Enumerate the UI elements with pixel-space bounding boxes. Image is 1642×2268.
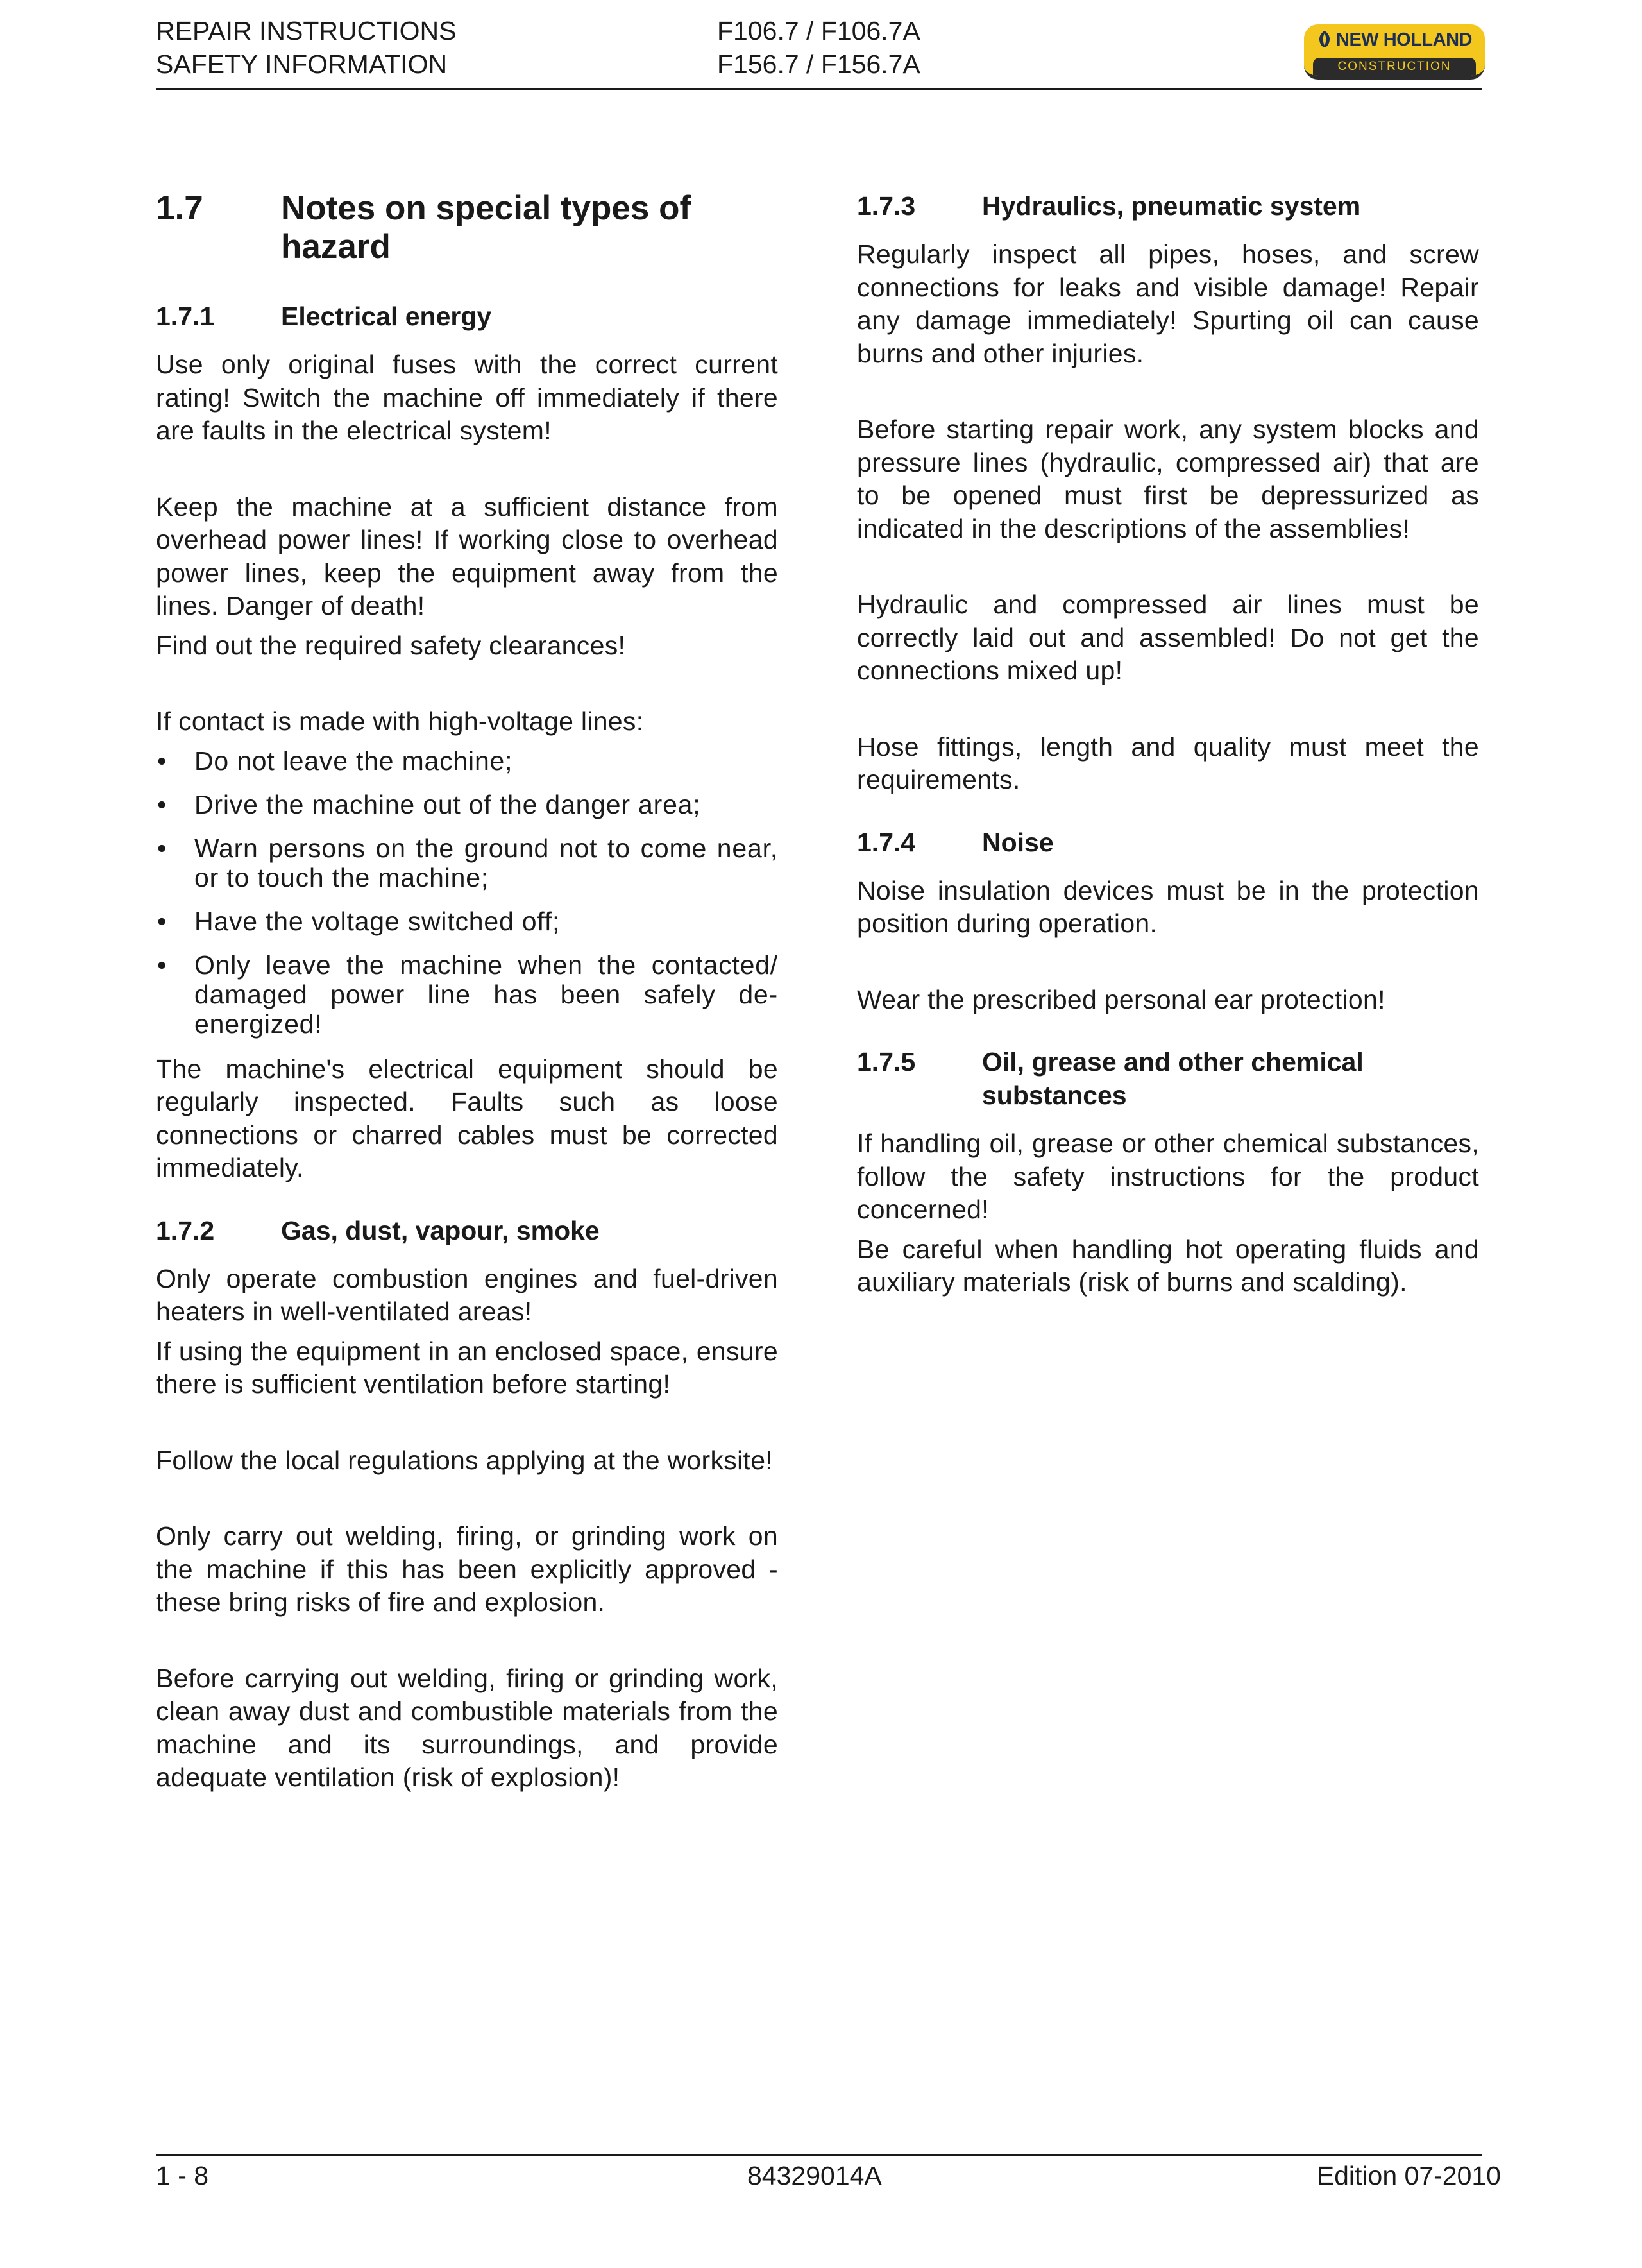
- subsection-title: Noise: [982, 827, 1054, 857]
- section-heading: [156, 189, 778, 266]
- subsection-title: Hydraulics, pneumatic system: [982, 191, 1361, 221]
- header-divider: [156, 88, 1482, 90]
- paragraph: If handling oil, grease or other chemical substances, follow the safety instructions for the product concerned!: [857, 1129, 1479, 1224]
- subsection-title: Oil, grease and other chemical substances: [982, 1047, 1364, 1110]
- paragraph: Only operate combustion engines and fuel-driven heaters in well-ventilated areas!: [156, 1263, 778, 1326]
- header-model-line2: F156.7 / F156.7A: [717, 49, 920, 79]
- subsection-heading-173: [857, 189, 1479, 223]
- subsection-heading-174: [857, 826, 1479, 859]
- logo-brand-text: NEW HOLLAND: [1336, 30, 1472, 50]
- section-number: 1.7: [156, 189, 203, 227]
- paragraph: Only carry out welding, firing, or grinding work on the machine if this has been explicitly approved - these bring risks of fire and explosion.: [156, 1521, 778, 1617]
- paragraph: Wear the prescribed personal ear protection!: [857, 984, 1385, 1014]
- section-title: Notes on special types of hazard: [281, 189, 691, 266]
- right-column: [857, 189, 1479, 1299]
- subsection-title: Electrical energy: [281, 302, 492, 331]
- paragraph: Before starting repair work, any system blocks and pressure lines (hydraulic, compressed air) that are to be opened must first be depressurized as indicated in the descriptions of the assemblies!: [857, 414, 1479, 543]
- paragraph: If using the equipment in an enclosed space, ensure there is sufficient ventilation before starting!: [156, 1336, 778, 1399]
- subsection-number: 1.7.4: [857, 827, 916, 857]
- footer-edition: Edition 07-2010: [1316, 2161, 1501, 2190]
- paragraph: The machine's electrical equipment should be regularly inspected. Faults such as loose connections or charred cables must be corrected immediately.: [156, 1053, 778, 1182]
- subsection-heading-175: [857, 1045, 1479, 1112]
- paragraph: Use only original fuses with the correct current rating! Switch the machine off immediately if there are faults in the electrical system!: [156, 350, 778, 445]
- bullet-list: [156, 746, 778, 1039]
- subsection-number: 1.7.3: [857, 191, 916, 221]
- footer-doc-number: 84329014A: [747, 2161, 882, 2190]
- list-item: • Only leave the machine when the contacted/ damaged power line has been safely de-energized!: [157, 950, 778, 1039]
- subsection-number: 1.7.5: [857, 1047, 916, 1077]
- new-holland-logo: [1304, 24, 1485, 80]
- paragraph: Hydraulic and compressed air lines must be correctly laid out and assembled! Do not get the connections mixed up!: [857, 590, 1479, 685]
- paragraph: Noise insulation devices must be in the protection position during operation.: [857, 875, 1479, 938]
- subsection-number: 1.7.2: [156, 1215, 215, 1245]
- subsection-title: Gas, dust, vapour, smoke: [281, 1215, 600, 1245]
- header-model-line1: F106.7 / F106.7A: [717, 16, 920, 46]
- paragraph: Keep the machine at a sufficient distance from overhead power lines! If working close to overhead power lines, keep the equipment away from the lines. Danger of death!: [156, 491, 778, 620]
- paragraph: Hose fittings, length and quality must meet the requirements.: [857, 731, 1479, 794]
- paragraph: Before carrying out welding, firing or grinding work, clean away dust and combustible materials from the machine and its surroundings, and provide adequate ventilation (risk of explosion)!: [156, 1663, 778, 1792]
- paragraph: Be careful when handling hot operating fluids and auxiliary materials (risk of burns and scalding).: [857, 1234, 1479, 1297]
- subsection-number: 1.7.1: [156, 302, 215, 331]
- subsection-heading-171: [156, 300, 778, 333]
- header-section: SAFETY INFORMATION: [156, 49, 448, 79]
- logo-sub-text: CONSTRUCTION: [1313, 58, 1476, 76]
- paragraph: Regularly inspect all pipes, hoses, and screw connections for leaks and visible damage! Repair any damage immediately! Spurting oil can cause burns and other injuries.: [857, 239, 1479, 368]
- list-item: • Warn persons on the ground not to come near, or to touch the machine;: [157, 833, 778, 892]
- header-doc-type: REPAIR INSTRUCTIONS: [156, 16, 457, 46]
- paragraph: Find out the required safety clearances!: [156, 630, 626, 660]
- leaf-logo-icon: [1317, 30, 1332, 48]
- list-item: • Have the voltage switched off;: [157, 906, 561, 936]
- paragraph: If contact is made with high-voltage lines:: [156, 706, 644, 736]
- footer-divider: [156, 2154, 1482, 2156]
- paragraph: Follow the local regulations applying at the worksite!: [156, 1445, 773, 1475]
- footer-page-number: 1 - 8: [156, 2161, 209, 2190]
- left-column: [156, 189, 778, 1795]
- subsection-heading-172: [156, 1214, 778, 1247]
- list-item: • Do not leave the machine;: [157, 746, 513, 776]
- list-item: • Drive the machine out of the danger area;: [157, 789, 701, 819]
